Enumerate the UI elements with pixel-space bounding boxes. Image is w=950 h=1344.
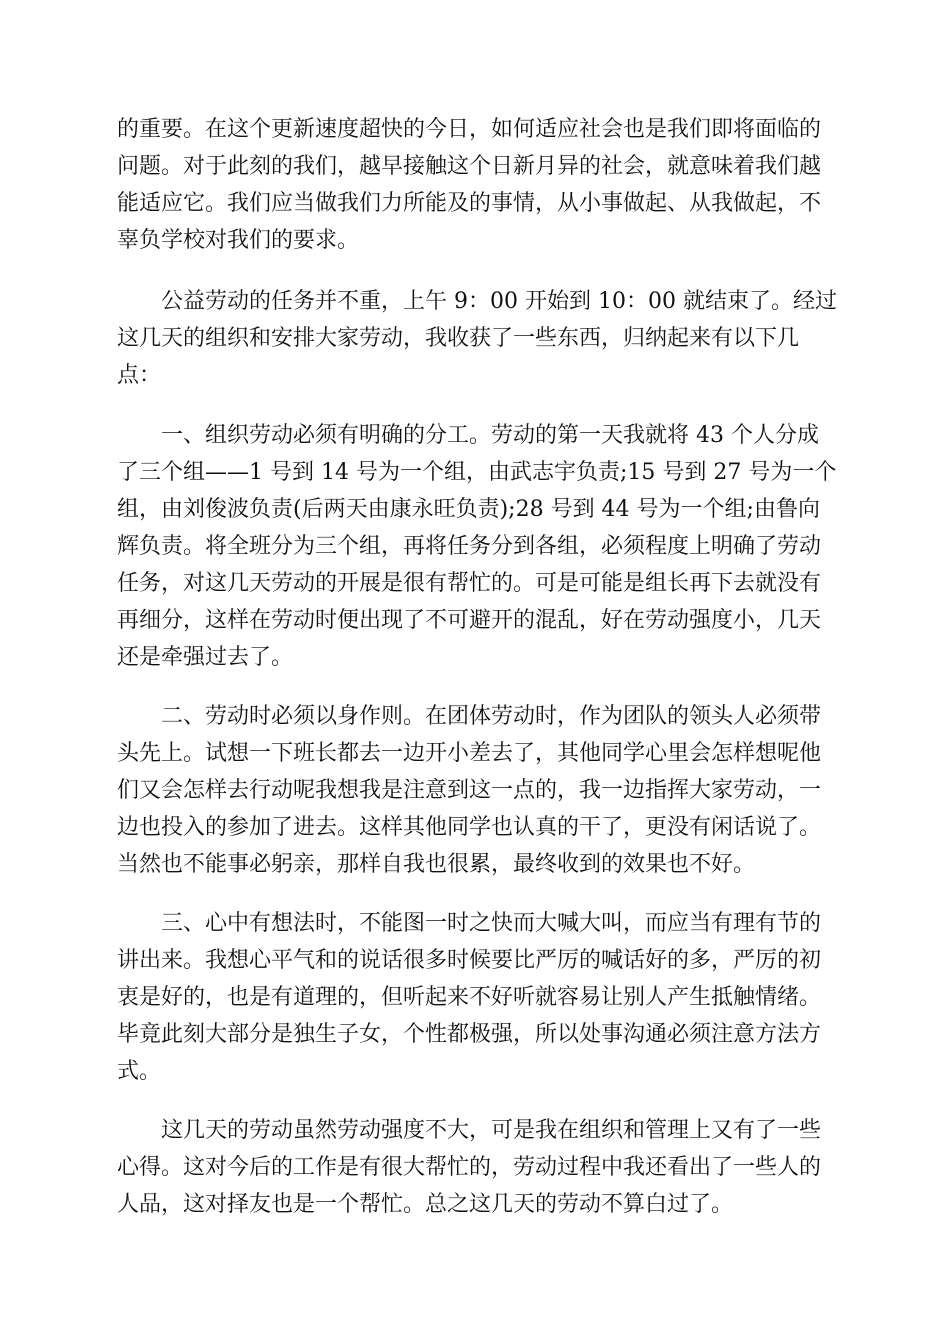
paragraph-point-three (117, 905, 837, 1090)
text-line: 任务，对这几天劳动的开展是很有帮忙的。可是可能是组长再下去就没有 (117, 571, 822, 596)
text-line: 人品，这对择友也是一个帮忙。总之这几天的劳动不算白过了。 (117, 1192, 734, 1217)
text-line: 心得。这对今后的工作是有很大帮忙的，劳动过程中我还看出了一些人的 (117, 1155, 822, 1180)
text-line: 了三个组——1 号到 14 号为一个组，由武志宇负责;15 号到 27 号为一个 (117, 460, 837, 485)
paragraph-conclusion (117, 1112, 837, 1223)
text-line: 这几天的组织和安排大家劳动，我收获了一些东西，归纳起来有以下几 (117, 326, 800, 351)
text-line: 问题。对于此刻的我们，越早接触这个日新月异的社会，就意味着我们越 (117, 154, 822, 179)
text-line: 讲出来。我想心平气和的说话很多时候要比严厉的喊话好的多，严厉的初 (117, 948, 822, 973)
paragraph-intro-continued (117, 111, 837, 259)
text-line: 们又会怎样去行动呢我想我是注意到这一点的，我一边指挥大家劳动，一 (117, 778, 822, 803)
text-line: 式。 (117, 1059, 162, 1084)
text-line: 边也投入的参加了进去。这样其他同学也认真的干了，更没有闲话说了。 (117, 815, 822, 840)
text-line: 二、劳动时必须以身作则。在团体劳动时，作为团队的领头人必须带 (161, 704, 822, 729)
text-line: 三、心中有想法时，不能图一时之快而大喊大叫，而应当有理有节的 (161, 911, 822, 936)
text-line: 一、组织劳动必须有明确的分工。劳动的第一天我就将 43 个人分成 (161, 423, 819, 448)
text-line: 还是牵强过去了。 (117, 645, 294, 670)
text-line: 毕竟此刻大部分是独生子女，个性都极强，所以处事沟通必须注意方法方 (117, 1022, 822, 1047)
text-line: 辜负学校对我们的要求。 (117, 228, 360, 253)
text-line: 衷是好的，也是有道理的，但听起来不好听就容易让别人产生抵触情绪。 (117, 985, 822, 1010)
paragraph-task-overview (117, 283, 837, 394)
text-line: 这几天的劳动虽然劳动强度不大，可是我在组织和管理上又有了一些 (161, 1118, 822, 1143)
text-line: 组，由刘俊波负责(后两天由康永旺负责);28 号到 44 号为一个组;由鲁向 (117, 497, 820, 522)
text-line: 的重要。在这个更新速度超快的今日，如何适应社会也是我们即将面临的 (117, 117, 822, 142)
text-line: 能适应它。我们应当做我们力所能及的事情，从小事做起、从我做起，不 (117, 191, 822, 216)
text-line: 头先上。试想一下班长都去一边开小差去了，其他同学心里会怎样想呢他 (117, 741, 822, 766)
paragraph-point-one (117, 417, 837, 676)
paragraph-point-two (117, 698, 837, 883)
text-line: 点： (117, 363, 162, 388)
text-line: 再细分，这样在劳动时便出现了不可避开的混乱，好在劳动强度小，几天 (117, 608, 822, 633)
text-line: 辉负责。将全班分为三个组，再将任务分到各组，必须程度上明确了劳动 (117, 534, 822, 559)
text-line: 当然也不能事必躬亲，那样自我也很累，最终收到的效果也不好。 (117, 852, 756, 877)
text-line: 公益劳动的任务并不重，上午 9：00 开始到 10：00 就结束了。经过 (161, 289, 837, 314)
